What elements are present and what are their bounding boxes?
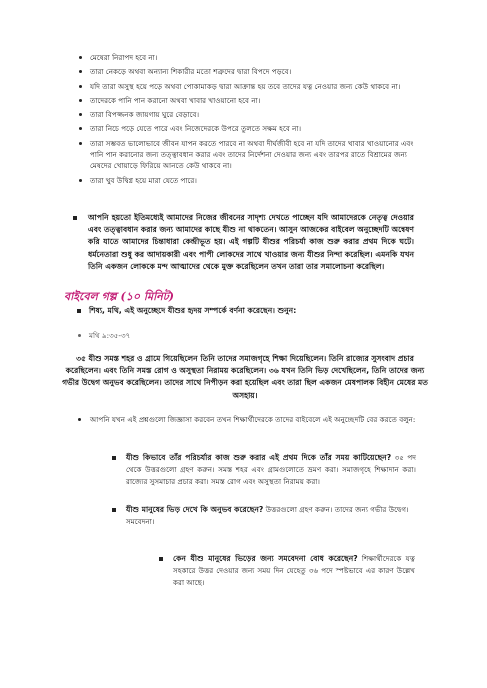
list-item: তারা নিচে পড়ে যেতে পারে এবং নিজেদেরকে উপরে তুলতে সক্ষম হবে না। — [90, 123, 420, 134]
question-1-answer: ৩৫ পদ থেকে উত্তরগুলো গ্রহণ করুন। সমস্ত শহর এবং গ্রামগুলোতে ভ্রমণ করা। সমাজগৃহে শিক্ষাদান করা। রাজ্যের সুসমাচার প্রচার করা। সমস্ত রোগ এবং অসুস্থতা নিরাময় করা। — [126, 453, 417, 486]
list-item: তারা খুব উদ্বিগ্ন হয়ে মারা যেতে পারে। — [90, 175, 420, 186]
question-2 — [126, 504, 416, 528]
list-item: তারা নেকড়ে অথবা অন্যান্য শিকারীর মতো শত্রুদের দ্বারা বিপদে পড়বে। — [90, 66, 420, 77]
teacher-instruction — [90, 414, 416, 425]
analogy-paragraph — [88, 212, 414, 273]
question-1 — [126, 452, 416, 487]
list-item: মেষেরা নিরাপদ হবে না। — [90, 52, 420, 63]
bullet-icon — [78, 418, 81, 421]
scripture-passage: ৩৫ যীশু সমস্ত শহর ও গ্রামে গিয়েছিলেন তিনি তাদের সমাজগৃহে শিক্ষা দিয়েছিলেন। তিনি রাজ্যের সুসংবাদ প্রচার করেছিলেন। এবং তিনি সমস্ত রোগ ও অসুস্থতা নিরাময় করেছিলেন। ৩৬ যখন তিনি ভিড় দেখেছিলেন, তিনি তাদের জন্য গভীর উদ্বেগ অনুভব করেছিলেন। তাদের সাথে নিপীড়ন করা হয়েছিল এবং তারা ছিল একজন মেষপালক বিহীন মেষের মত অসহায়। — [62, 354, 428, 400]
scripture-reference — [89, 330, 130, 341]
bullet-icon — [159, 557, 163, 561]
bullet-icon — [112, 508, 116, 512]
question-1-text: যীশু কিভাবে তাঁর পরিচর্যার কাজ শুরু করার এই প্রথম দিকে তাঁর সময় কাটিয়েছেন? — [126, 453, 392, 462]
list-item: তারা সম্ভবত ভালোভাবে জীবন যাপন করতে পারবে না অথবা দীর্ঘজীবী হবে না যদি তাদের খাবার খাওয়ানোর এবং পানি পান করানোর জন্য তত্ত্বাবধান করার এবং তাদের নির্দেশনা দেওয়ার জন্য এবং তারপর রাতে বিশ্রামের জন্য মেষদের খোয়াড়ে ফিরিয়ে আনতে কেউ থাকবে না। — [90, 138, 420, 172]
list-item: তারা বিপজ্জনক জায়গায় ঘুরে বেড়াবে। — [90, 109, 420, 120]
bullet-icon — [77, 309, 81, 313]
analogy-text: আপনি হয়তো ইতিমধ্যেই আমাদের নিজের জীবনের সাদৃশ্য দেখতে পাচ্ছেন যদি আমাদেরকে নেতৃত্ব দেওয়ার এবং তত্ত্বাবধান করার জন্য আমাদের কাছে যীশু না থাকতেন। আসুন আজকের বাইবেল অনুচ্ছেদটি অন্বেষণ করি যাতে আমাদের চিন্তাধারা কেন্দ্রীভূত হয়। এই গল্পটি যীশুর পরিচর্যা কাজ শুরু করার প্রথম দিকে ঘটে। ধর্মনেতারা শুধু কর আদায়কারী এবং পাপী লোকদের সাথে খাওয়ার জন্য যীশুর নিন্দা করেছিল। এমনকি যখন তিনি একজন লোককে মন্দ আত্মাদের থেকে মুক্ত করেছিলেন তখন তারা তার সমালোচনা করেছিল। — [88, 213, 414, 271]
section-heading: বাইবেল গল্প (১০ মিনিট) — [64, 290, 174, 303]
bullet-icon — [112, 456, 116, 460]
bullet-icon — [78, 334, 81, 337]
question-2-text: যীশু মানুষের ভিড় দেখে কি অনুভব করেছেন? — [126, 505, 264, 514]
instruction-line — [89, 305, 419, 317]
question-3-answer: শিক্ষার্থীদেরকে যত্ন সহকারে উত্তর দেওয়ার জন্য সময় দিন যেহেতু ৩৬ পদে স্পষ্টভাবে এর কারণ উল্লেখ করা আছে। — [173, 554, 415, 587]
bullet-icon — [73, 216, 77, 220]
list-item: তাদেরকে পানি পান করানো অথবা খাবার খাওয়ানো হবে না। — [90, 95, 420, 106]
teacher-instruction-text: আপনি যখন এই প্রশ্নগুলো জিজ্ঞাসা করবেন তখন শিক্ষার্থীদেরকে তাদের বাইবেলে এই অনুচ্ছেদটি বের করতে বলুন: — [90, 415, 416, 424]
question-3 — [173, 553, 415, 588]
question-3-text: কেন যীশু মানুষের ভিড়ের জন্য সমবেদনা বোধ করেছেন? — [173, 554, 358, 563]
instruction-text: শিষ্য, মথি, এই অনুচ্ছেদে যীশুর হৃদয় সম্পর্কে বর্ণনা করেছেন। শুনুন: — [89, 306, 297, 315]
sheep-danger-list — [90, 52, 420, 186]
reference-text: মথি ৯:৩৫-৩৭ — [89, 331, 131, 340]
list-item: যদি তারা অসুস্থ হয়ে পড়ে অথবা পোকামাকড় দ্বারা আক্রান্ত হয় তবে তাদের যত্ন নেওয়ার জন্য কেউ থাকবে না। — [90, 81, 420, 92]
question-2-answer: উত্তরগুলো গ্রহণ করুন। তাদের জন্য গভীর উদ্বেগ। সমবেদনা। — [126, 505, 409, 527]
